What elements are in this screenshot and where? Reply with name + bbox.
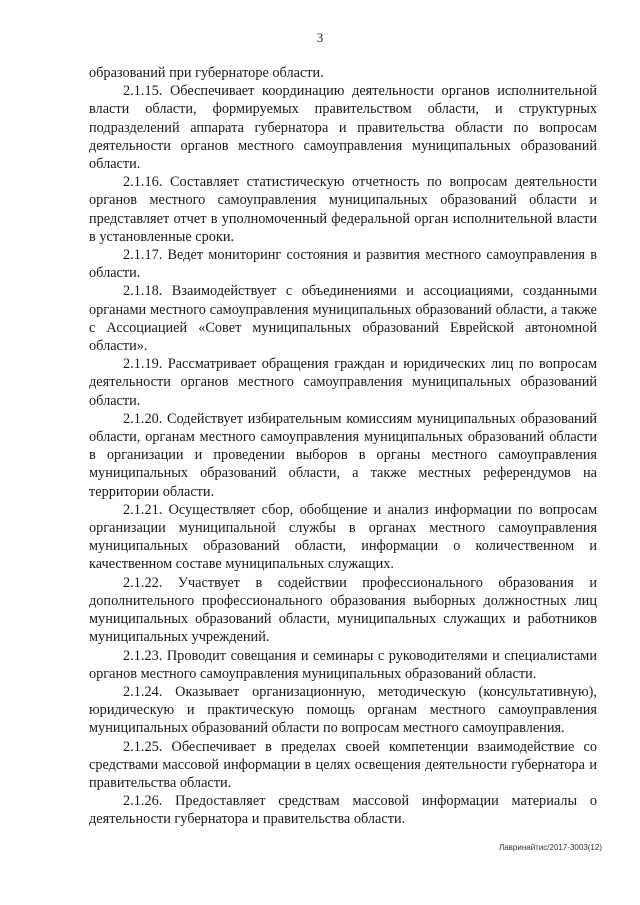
paragraph-2-1-17: 2.1.17. Ведет мониторинг состояния и развития местного самоуправления в области. (89, 247, 597, 282)
paragraph-2-1-15: 2.1.15. Обеспечивает координацию деятельности органов исполнительной власти области, формируемых правительством области, и структурных подразделений аппарата губернатора и правительства области по вопросам деятельности органов местного самоуправления муниципальных образований области. (89, 83, 597, 173)
paragraph-2-1-22: 2.1.22. Участвует в содействии профессионального образования и дополнительного профессионального образования выборных должностных лиц муниципальных образований области, муниципальных служащих и работников муниципальных учреждений. (89, 574, 597, 646)
document-registration-code: Лавринайтис/2017-3003(12) (498, 843, 602, 852)
paragraph-2-1-24: 2.1.24. Оказывает организационную, методическую (консультативную), юридическую и практическую помощь органам местного самоуправления муниципальных образований области по вопросам местного самоуправления. (89, 683, 597, 737)
page-number: 3 (316, 30, 324, 45)
paragraph-2-1-23: 2.1.23. Проводит совещания и семинары с руководителями и специалистами органов местного самоуправления муниципальных образований области. (89, 647, 597, 682)
paragraph-continuation: образований при губернаторе области. (89, 65, 324, 81)
paragraph-2-1-26: 2.1.26. Предоставляет средствам массовой информации материалы о деятельности губернатора и правительства области. (89, 793, 597, 828)
paragraph-2-1-21: 2.1.21. Осуществляет сбор, обобщение и анализ информации по вопросам организации муниципальной службы в органах местного самоуправления муниципальных образований области, информации о количественном и качественном составе муниципальных служащих. (89, 501, 597, 573)
document-body (89, 64, 597, 829)
paragraph-2-1-19: 2.1.19. Рассматривает обращения граждан и юридических лиц по вопросам деятельности органов местного самоуправления муниципальных образований области. (89, 356, 597, 409)
paragraph-2-1-18: 2.1.18. Взаимодействует с объединениями и ассоциациями, созданными органами местного самоуправления муниципальных образований области, а также с Ассоциацией «Совет муниципальных образований Еврейской автономной области». (89, 283, 597, 355)
paragraph-2-1-20: 2.1.20. Содействует избирательным комиссиям муниципальных образований области, органам местного самоуправления муниципальных образований области в организации и проведении выборов в органы местного самоуправления муниципальных образований области, а также местных референдумов на территории области. (89, 410, 597, 500)
paragraph-2-1-16: 2.1.16. Составляет статистическую отчетность по вопросам деятельности органов местного самоуправления муниципальных образований области и представляет отчет в уполномоченный федеральной орган исполнительной власти в установленные сроки. (89, 174, 597, 245)
paragraph-2-1-25: 2.1.25. Обеспечивает в пределах своей компетенции взаимодействие со средствами массовой информации в целях освещения деятельности губернатора и правительства области. (89, 738, 597, 791)
